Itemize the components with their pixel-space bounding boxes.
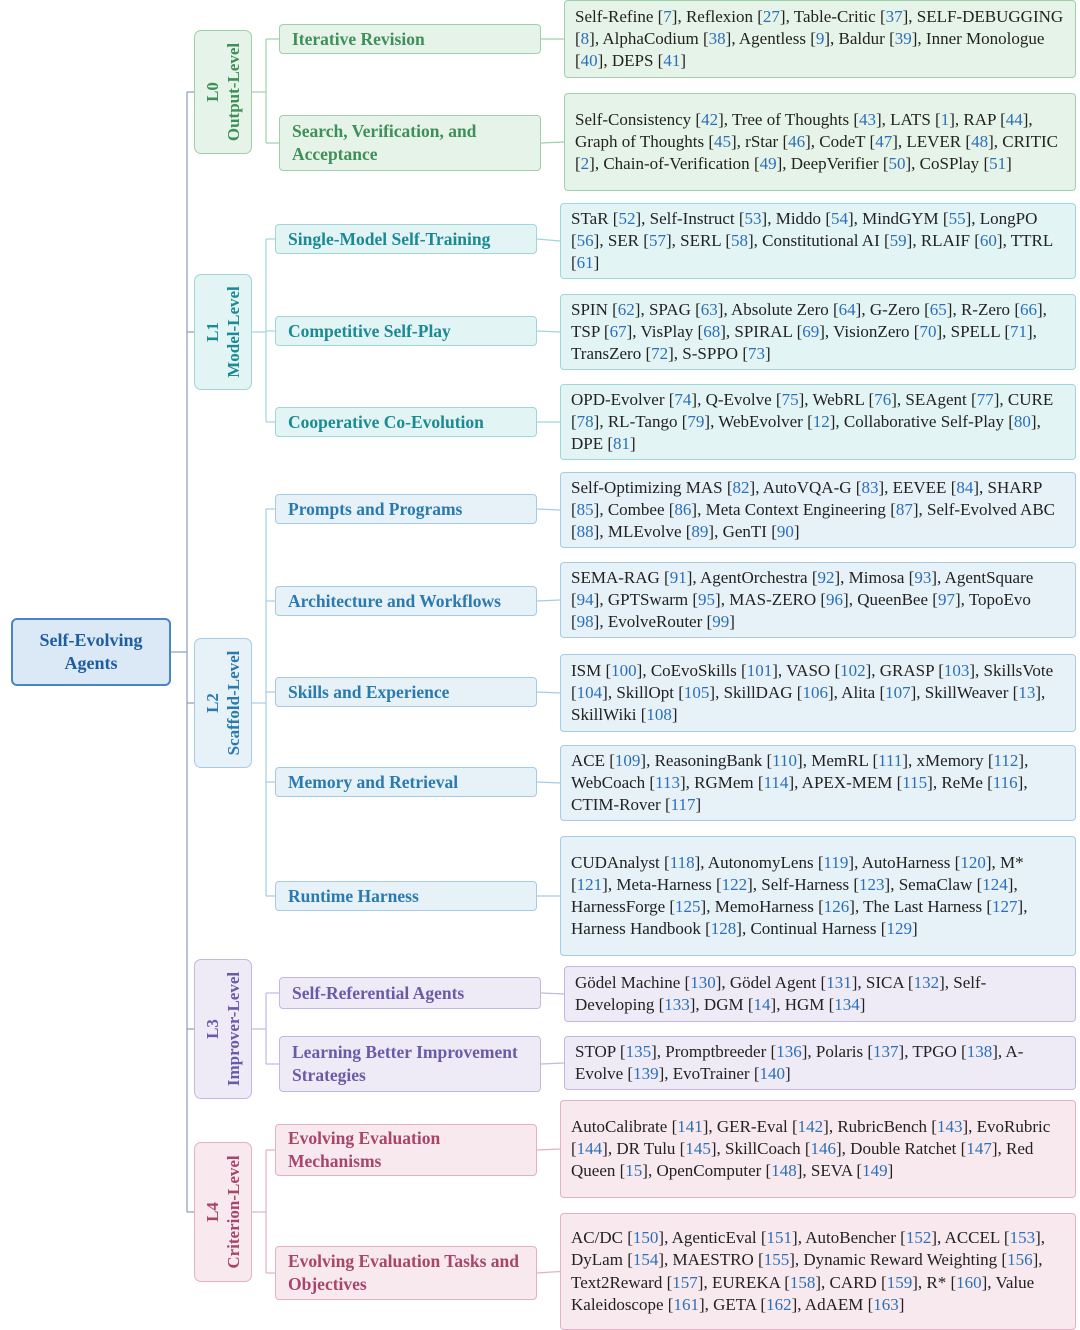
leaf-references: AC/DC [150], AgenticEval [151], AutoBencher [152], ACCEL [153], DyLam [154], MAESTRO [155], Dynamic Reward Weighting [156], Text2Reward [157], EUREKA [158], CARD [159], R* [160], Value Kaleidoscope [161], GETA [162], AdAEM [163]: [571, 1228, 1045, 1314]
branch-node: [275, 224, 537, 254]
leaf-connector: [541, 1063, 564, 1064]
level-code: L4: [203, 1202, 222, 1222]
citation-number: 49: [759, 154, 777, 174]
citation-number: 132: [913, 972, 940, 992]
citation-number: 106: [802, 682, 828, 702]
branch-label: Evolving Evaluation Tasks and Objectives: [288, 1251, 520, 1294]
citation-number: 118: [669, 852, 695, 872]
citation-number: 154: [632, 1250, 659, 1270]
citation-number: 7: [663, 6, 672, 26]
citation-number: 71: [1009, 321, 1027, 341]
citation-number: 13: [1018, 682, 1036, 702]
branch-node: [275, 677, 537, 707]
citation-number: 88: [576, 522, 594, 542]
leaf-node: [564, 966, 1076, 1022]
level-label: [202, 286, 244, 378]
branch-node: [275, 316, 537, 346]
level-code: L2: [203, 693, 222, 713]
leaf-node: [560, 654, 1076, 732]
citation-number: 53: [744, 208, 762, 228]
leaf-references: ISM [100], CoEvoSkills [101], VASO [102], GRASP [103], SkillsVote [104], SkillOpt [105], SkillDAG [106], Alita [107], SkillWeaver [13], SkillWiki [108]: [571, 660, 1054, 725]
citation-number: 116: [992, 772, 1018, 792]
citation-number: 84: [956, 477, 974, 497]
branch-node: [279, 1036, 541, 1092]
citation-number: 152: [905, 1228, 932, 1248]
citation-number: 78: [576, 411, 594, 431]
leaf-node: [564, 93, 1076, 191]
branch-label: Memory and Retrieval: [288, 771, 459, 792]
branch-label: Self-Referential Agents: [292, 982, 465, 1003]
citation-number: 151: [766, 1228, 793, 1248]
citation-number: 39: [894, 28, 912, 48]
citation-number: 85: [576, 499, 594, 519]
leaf-node: [560, 745, 1076, 821]
citation-number: 134: [834, 995, 860, 1014]
leaf-connector: [537, 239, 560, 241]
citation-number: 67: [609, 321, 627, 341]
citation-number: 113: [655, 772, 680, 792]
leaf-node: [564, 1036, 1076, 1090]
citation-number: 107: [885, 682, 911, 702]
branch-label: Runtime Harness: [288, 885, 419, 906]
branch-label: Prompts and Programs: [288, 498, 463, 519]
branch-node: [279, 24, 541, 54]
citation-number: 131: [826, 972, 852, 992]
citation-number: 46: [788, 131, 806, 151]
branch-node: [275, 881, 537, 911]
citation-number: 56: [576, 230, 594, 250]
citation-number: 63: [700, 299, 718, 319]
citation-number: 161: [673, 1294, 699, 1314]
citation-number: 105: [683, 682, 710, 702]
citation-number: 45: [713, 131, 731, 151]
citation-number: 44: [1005, 109, 1023, 129]
citation-number: 142: [797, 1116, 824, 1136]
citation-number: 42: [701, 109, 719, 129]
level-node-l2: [194, 638, 252, 768]
citation-number: 41: [663, 51, 681, 71]
citation-number: 62: [617, 299, 635, 319]
citation-number: 104: [576, 682, 603, 702]
citation-number: 115: [902, 772, 928, 792]
level-code: L3: [203, 1019, 222, 1039]
citation-number: 123: [859, 874, 885, 894]
branch-label: Cooperative Co-Evolution: [288, 411, 484, 432]
citation-number: 119: [823, 852, 849, 872]
citation-number: 75: [781, 389, 799, 409]
branch-node: [279, 115, 541, 171]
citation-number: 125: [675, 897, 701, 916]
citation-number: 9: [815, 28, 825, 48]
citation-number: 91: [669, 567, 687, 587]
leaf-node: [560, 384, 1076, 460]
citation-number: 87: [895, 499, 913, 519]
citation-number: 136: [776, 1041, 802, 1061]
citation-number: 160: [956, 1272, 982, 1292]
leaf-references: STaR [52], Self-Instruct [53], Middo [54], MindGYM [55], LongPO [56], SER [57], SERL [58], Constitutional AI [59], RLAIF [60], TTRL [61]: [571, 208, 1053, 273]
leaf-references: Self-Consistency [42], Tree of Thoughts [43], LATS [1], RAP [44], Graph of Thoughts [45], rStar [46], CodeT [47], LEVER [48], CRITIC [2], Chain-of-Verification [49], DeepVerifier [50], CoSPlay [51]: [575, 109, 1058, 174]
citation-number: 55: [948, 208, 966, 228]
branch-node: [275, 586, 537, 616]
branch-node: [275, 1246, 537, 1300]
citation-number: 60: [979, 230, 997, 250]
citation-number: 158: [789, 1272, 816, 1292]
branch-node: [275, 767, 537, 797]
citation-number: 61: [576, 253, 594, 273]
level-code: L0: [203, 82, 222, 102]
leaf-references: SPIN [62], SPAG [63], Absolute Zero [64], G-Zero [65], R-Zero [66], TSP [67], VisPlay [68], SPIRAL [69], VisionZero [70], SPELL [71], TransZero [72], S-SPPO [73]: [571, 299, 1047, 364]
citation-number: 124: [982, 874, 1008, 894]
citation-number: 96: [826, 589, 844, 609]
citation-number: 77: [976, 389, 994, 409]
level-node-l4: [194, 1142, 252, 1282]
citation-number: 70: [919, 321, 937, 341]
citation-number: 82: [732, 477, 750, 497]
leaf-references: STOP [135], Promptbreeder [136], Polaris [137], TPGO [138], A-Evolve [139], EvoTrainer [140]: [575, 1041, 1024, 1083]
citation-number: 156: [1007, 1250, 1033, 1270]
citation-number: 50: [888, 154, 906, 174]
citation-number: 12: [812, 411, 830, 431]
citation-number: 8: [580, 28, 590, 48]
citation-number: 143: [936, 1116, 963, 1136]
citation-number: 147: [966, 1138, 992, 1158]
leaf-node: [560, 836, 1076, 956]
citation-number: 99: [712, 612, 730, 632]
citation-number: 66: [1019, 299, 1037, 319]
leaf-node: [564, 0, 1076, 78]
leaf-references: Gödel Machine [130], Gödel Agent [131], SICA [132], Self-Developing [133], DGM [14], HGM [134]: [575, 972, 987, 1014]
leaf-connector: [537, 782, 560, 783]
citation-number: 1: [940, 109, 950, 129]
citation-number: 98: [576, 612, 594, 632]
citation-number: 95: [698, 589, 716, 609]
citation-number: 97: [937, 589, 955, 609]
citation-number: 64: [838, 299, 856, 319]
citation-number: 89: [691, 522, 709, 542]
citation-number: 121: [576, 874, 603, 894]
leaf-references: AutoCalibrate [141], GER-Eval [142], RubricBench [143], EvoRubric [144], DR Tulu [145], SkillCoach [146], Double Ratchet [147], Red Queen [15], OpenComputer [148], SEVA [149]: [571, 1116, 1051, 1181]
leaf-connector: [537, 509, 560, 510]
citation-number: 162: [766, 1294, 792, 1314]
citation-number: 92: [817, 567, 835, 587]
citation-number: 155: [763, 1250, 790, 1270]
citation-number: 37: [885, 6, 903, 26]
citation-number: 81: [613, 434, 631, 454]
branch-node: [275, 494, 537, 524]
level-node-l1: [194, 274, 252, 390]
level-label: [202, 1155, 244, 1268]
citation-number: 144: [576, 1138, 603, 1158]
level-name: Criterion-Level: [224, 1155, 243, 1269]
leaf-connector: [541, 993, 564, 994]
citation-number: 112: [993, 750, 1019, 770]
citation-number: 52: [618, 208, 636, 228]
leaf-node: [560, 294, 1076, 370]
leaf-node: [560, 203, 1076, 279]
leaf-node: [560, 472, 1076, 548]
leaf-connector: [541, 142, 564, 143]
leaf-references: ACE [109], ReasoningBank [110], MemRL [111], xMemory [112], WebCoach [113], RGMem [114], APEX-MEM [115], ReMe [116], CTIM-Rover [117]: [571, 750, 1029, 815]
citation-number: 157: [672, 1272, 698, 1292]
leaf-connector: [537, 600, 560, 601]
leaf-node: [560, 1213, 1076, 1330]
leaf-references: CUDAnalyst [118], AutonomyLens [119], AutoHarness [120], M* [121], Meta-Harness [122], Self-Harness [123], SemaClaw [124], HarnessForge [125], MemoHarness [126], The Last Harness [127], Harness Handbook [128], Continual Harness [129]: [571, 852, 1028, 939]
citation-number: 101: [746, 660, 773, 680]
citation-number: 138: [966, 1041, 993, 1061]
citation-number: 2: [580, 154, 590, 174]
root-node: [11, 618, 171, 686]
branch-label: Architecture and Workflows: [288, 590, 501, 611]
branch-label: Skills and Experience: [288, 681, 450, 702]
leaf-connector: [537, 1272, 560, 1274]
citation-number: 54: [830, 208, 848, 228]
citation-number: 83: [861, 477, 879, 497]
citation-number: 86: [674, 499, 692, 519]
leaf-references: SEMA-RAG [91], AgentOrchestra [92], Mimosa [93], AgentSquare [94], GPTSwarm [95], MAS-ZERO [96], QueenBee [97], TopoEvo [98], EvolveRouter [99]: [571, 567, 1034, 632]
branch-label: Iterative Revision: [292, 28, 425, 49]
citation-number: 133: [664, 995, 690, 1014]
citation-number: 59: [889, 230, 907, 250]
citation-number: 74: [674, 389, 692, 409]
citation-number: 122: [721, 874, 748, 894]
citation-number: 150: [632, 1228, 659, 1248]
level-name: Output-Level: [224, 42, 243, 142]
citation-number: 139: [633, 1064, 659, 1083]
citation-number: 68: [703, 321, 721, 341]
citation-number: 100: [611, 660, 637, 680]
citation-number: 73: [747, 344, 765, 364]
citation-number: 141: [677, 1116, 703, 1136]
citation-number: 120: [960, 852, 986, 872]
citation-number: 102: [840, 660, 866, 680]
branch-label: Search, Verification, and Acceptance: [292, 121, 477, 164]
citation-number: 79: [687, 411, 705, 431]
citation-number: 80: [1013, 411, 1031, 431]
leaf-references: Self-Optimizing MAS [82], AutoVQA-G [83], EEVEE [84], SHARP [85], Combee [86], Meta Context Engineering [87], Self-Evolved ABC [88], MLEvolve [89], GenTI [90]: [571, 477, 1055, 542]
branch-label: Evolving Evaluation Mechanisms: [288, 1128, 441, 1171]
citation-number: 90: [776, 522, 794, 542]
citation-number: 127: [992, 897, 1018, 916]
leaf-connector: [537, 692, 560, 693]
citation-number: 48: [971, 131, 989, 151]
citation-number: 103: [943, 660, 970, 680]
root-label-line1: Self-Evolving: [39, 630, 143, 650]
citation-number: 69: [802, 321, 820, 341]
citation-number: 129: [886, 919, 912, 939]
level-label: [202, 43, 244, 141]
citation-number: 27: [762, 6, 780, 26]
level-label: [202, 651, 244, 756]
citation-number: 137: [873, 1041, 899, 1061]
citation-number: 140: [759, 1064, 785, 1083]
citation-number: 145: [685, 1138, 711, 1158]
citation-number: 109: [614, 750, 641, 770]
leaf-node: [560, 562, 1076, 638]
citation-number: 159: [886, 1272, 913, 1292]
citation-number: 43: [858, 109, 876, 129]
branch-node: [279, 977, 541, 1009]
branch-label: Learning Better Improvement Strategies: [292, 1042, 518, 1085]
citation-number: 72: [651, 344, 669, 364]
citation-number: 130: [690, 972, 716, 992]
citation-number: 94: [576, 589, 594, 609]
citation-number: 57: [648, 230, 666, 250]
citation-number: 148: [771, 1161, 797, 1181]
citation-number: 65: [929, 299, 947, 319]
leaf-references: OPD-Evolver [74], Q-Evolve [75], WebRL [76], SEAgent [77], CURE [78], RL-Tango [79], WebEvolver [12], Collaborative Self-Play [80], DPE [81]: [571, 389, 1054, 454]
branch-node: [275, 1124, 537, 1176]
citation-number: 108: [646, 705, 672, 725]
leaf-connector: [537, 331, 560, 332]
citation-number: 146: [810, 1138, 836, 1158]
level-name: Scaffold-Level: [224, 650, 243, 756]
leaf-connector: [537, 1149, 560, 1150]
citation-number: 128: [710, 919, 737, 939]
citation-number: 38: [708, 28, 726, 48]
level-label: [202, 972, 244, 1086]
citation-number: 111: [878, 750, 903, 770]
citation-number: 153: [1009, 1228, 1036, 1248]
citation-number: 149: [862, 1161, 888, 1181]
level-name: Model-Level: [224, 286, 243, 378]
branch-label: Single-Model Self-Training: [288, 228, 491, 249]
citation-number: 163: [873, 1294, 899, 1314]
level-code: L1: [203, 322, 222, 342]
citation-number: 14: [753, 995, 771, 1014]
level-name: Improver-Level: [224, 971, 243, 1087]
citation-number: 93: [914, 567, 932, 587]
citation-number: 47: [875, 131, 893, 151]
branch-label: Competitive Self-Play: [288, 320, 451, 341]
citation-number: 51: [989, 154, 1007, 174]
citation-number: 40: [580, 51, 598, 71]
leaf-node: [560, 1100, 1076, 1198]
citation-number: 110: [772, 750, 798, 770]
citation-number: 126: [823, 897, 850, 916]
level-node-l0: [194, 30, 252, 154]
citation-number: 117: [670, 795, 696, 815]
citation-number: 58: [730, 230, 748, 250]
citation-number: 76: [874, 389, 892, 409]
branch-node: [275, 407, 537, 437]
citation-number: 15: [625, 1161, 643, 1181]
leaf-references: Self-Refine [7], Reflexion [27], Table-Critic [37], SELF-DEBUGGING [8], AlphaCodium [38], Agentless [9], Baldur [39], Inner Monologue [40], DEPS [41]: [575, 6, 1064, 71]
level-node-l3: [194, 959, 252, 1099]
root-label-line2: Agents: [64, 653, 118, 673]
citation-number: 135: [625, 1041, 652, 1061]
citation-number: 114: [763, 772, 789, 792]
